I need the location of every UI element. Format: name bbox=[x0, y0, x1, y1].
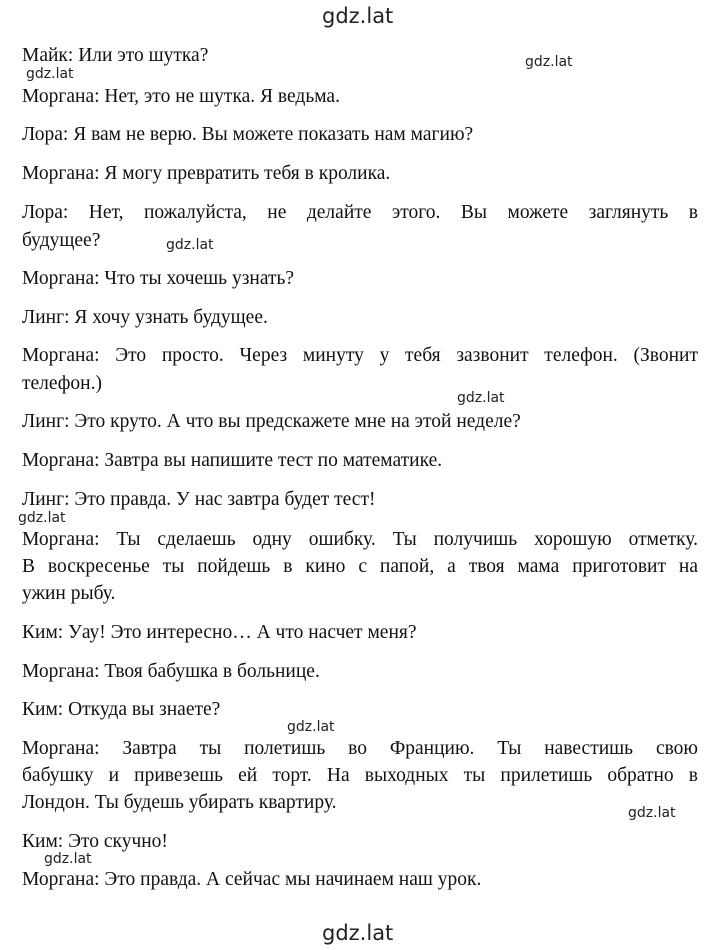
watermark: gdz.lat bbox=[628, 805, 676, 821]
dialogue-line: Моргана: Ты сделаешь одну ошибку. Ты получишь хорошую отметку. bbox=[22, 529, 698, 550]
dialogue-line: В воскресенье ты пойдешь в кино с папой, а твоя мама приготовит на bbox=[22, 556, 698, 577]
dialogue-line: Линг: Я хочу узнать будущее. bbox=[22, 307, 268, 328]
watermark-bottom: gdz.lat bbox=[322, 921, 394, 945]
dialogue-line: Линг: Это правда. У нас завтра будет тест! bbox=[22, 489, 376, 510]
dialogue-line: бабушку и привезешь ей торт. На выходных ты прилетишь обратно в bbox=[22, 765, 698, 786]
dialogue-line: Моргана: Твоя бабушка в больнице. bbox=[22, 661, 320, 682]
dialogue-line: Лора: Я вам не верю. Вы можете показать нам магию? bbox=[22, 124, 474, 145]
dialogue-line: Линг: Это круто. А что вы предскажете мне на этой неделе? bbox=[22, 411, 521, 432]
dialogue-line: Ким: Уау! Это интересно… А что насчет меня? bbox=[22, 622, 417, 643]
dialogue-line: Моргана: Это просто. Через минуту у тебя зазвонит телефон. (Звонит bbox=[22, 345, 698, 366]
watermark: gdz.lat bbox=[26, 66, 74, 82]
dialogue-line: Моргана: Завтра ты полетишь во Францию. Ты навестишь свою bbox=[22, 738, 698, 759]
dialogue-line: Моргана: Нет, это не шутка. Я ведьма. bbox=[22, 86, 340, 107]
watermark-top: gdz.lat bbox=[322, 4, 394, 28]
dialogue-line: Моргана: Я могу превратить тебя в кролика. bbox=[22, 163, 391, 184]
dialogue-line: Майк: Или это шутка? bbox=[22, 45, 209, 66]
dialogue-line: телефон.) bbox=[22, 373, 102, 394]
dialogue-line: Лондон. Ты будешь убирать квартиру. bbox=[22, 792, 337, 813]
watermark: gdz.lat bbox=[18, 510, 66, 526]
watermark: gdz.lat bbox=[166, 237, 214, 253]
dialogue-line: Ким: Откуда вы знаете? bbox=[22, 699, 221, 720]
watermark: gdz.lat bbox=[287, 719, 335, 735]
dialogue-line: Моргана: Завтра вы напишите тест по математике. bbox=[22, 450, 443, 471]
dialogue-line: Моргана: Что ты хочешь узнать? bbox=[22, 268, 295, 289]
dialogue-line: Моргана: Это правда. А сейчас мы начинаем наш урок. bbox=[22, 869, 482, 890]
dialogue-line: ужин рыбу. bbox=[22, 583, 116, 604]
watermark: gdz.lat bbox=[457, 390, 505, 406]
watermark: gdz.lat bbox=[44, 851, 92, 867]
dialogue-line: Лора: Нет, пожалуйста, не делайте этого. Вы можете заглянуть в bbox=[22, 202, 698, 223]
watermark: gdz.lat bbox=[525, 54, 573, 70]
dialogue-line: будущее? bbox=[22, 230, 101, 251]
dialogue-line: Ким: Это скучно! bbox=[22, 831, 168, 852]
